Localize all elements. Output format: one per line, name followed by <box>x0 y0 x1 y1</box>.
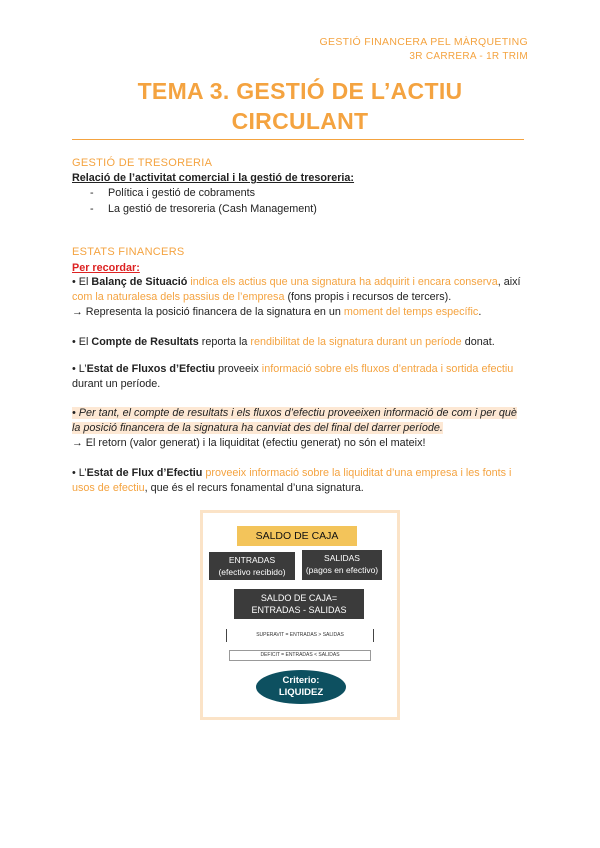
section-tresoreria-heading: GESTIÓ DE TRESORERIA <box>72 157 213 169</box>
reminder-label: Per recordar: <box>72 262 140 274</box>
list-item: - La gestió de tresoreria (Cash Management) <box>90 203 317 215</box>
criterio-liquidez-oval: Criterio: LIQUIDEZ <box>256 670 346 704</box>
list-item: - Política i gestió de cobraments <box>90 187 256 199</box>
superavit-note: SUPERAVIT = ENTRADAS > SALIDAS <box>226 629 374 642</box>
section-estats-heading: ESTATS FINANCERS <box>72 246 185 258</box>
tresoreria-subheading: Relació de l’activitat comercial i la gestió de tresoreria: <box>72 172 355 184</box>
title-line-2: CIRCULANT <box>231 108 369 134</box>
diagram-title: SALDO DE CAJA <box>237 526 357 546</box>
paragraph-balanc: • El Balanç de Situació indica els actius que una signatura ha adquirit i encara conserva, així com la naturalesa dels passius de l’empresa (fons propis i recursos de tercers). → Representa la posició financera de la signatura en un moment del temps específic. <box>72 276 521 318</box>
saldo-formula-box: SALDO DE CAJA= ENTRADAS - SALIDAS <box>234 589 364 619</box>
title-line-1: TEMA 3. GESTIÓ DE L’ACTIU <box>137 78 463 104</box>
header-term: 3R CARRERA - 1R TRIM <box>409 51 528 62</box>
salidas-box: SALIDAS (pagos en efectivo) <box>302 550 382 580</box>
title-divider <box>72 139 524 140</box>
header-course: GESTIÓ FINANCERA PEL MÀRQUETING <box>319 36 528 48</box>
deficit-note: DEFICIT = ENTRADAS < SALIDAS <box>229 650 371 661</box>
paragraph-resultats: • El Compte de Resultats reporta la rendibilitat de la signatura durant un període donat. <box>72 336 495 348</box>
paragraph-fluxos: • L’Estat de Fluxos d’Efectiu proveeix informació sobre els fluxos d’entrada i sortida efectiu durant un període. <box>72 363 514 390</box>
paragraph-flux-efectiu: • L’Estat de Flux d’Efectiu proveeix informació sobre la liquiditat d’una empresa i les fonts i usos de efectiu, que és el recurs fonamental d’una signatura. <box>72 467 512 494</box>
entradas-box: ENTRADAS (efectivo recibido) <box>209 552 295 580</box>
paragraph-per-tant: • Per tant, el compte de resultats i els fluxos d’efectiu proveeixen informació de com i per què la posició financera de la signatura ha canviat des del final del darrer període. → El retorn (valor generat) i la liquiditat (efectiu generat) no són el mateix! <box>72 407 517 449</box>
page-title <box>60 76 540 136</box>
saldo-caja-diagram <box>200 510 400 720</box>
